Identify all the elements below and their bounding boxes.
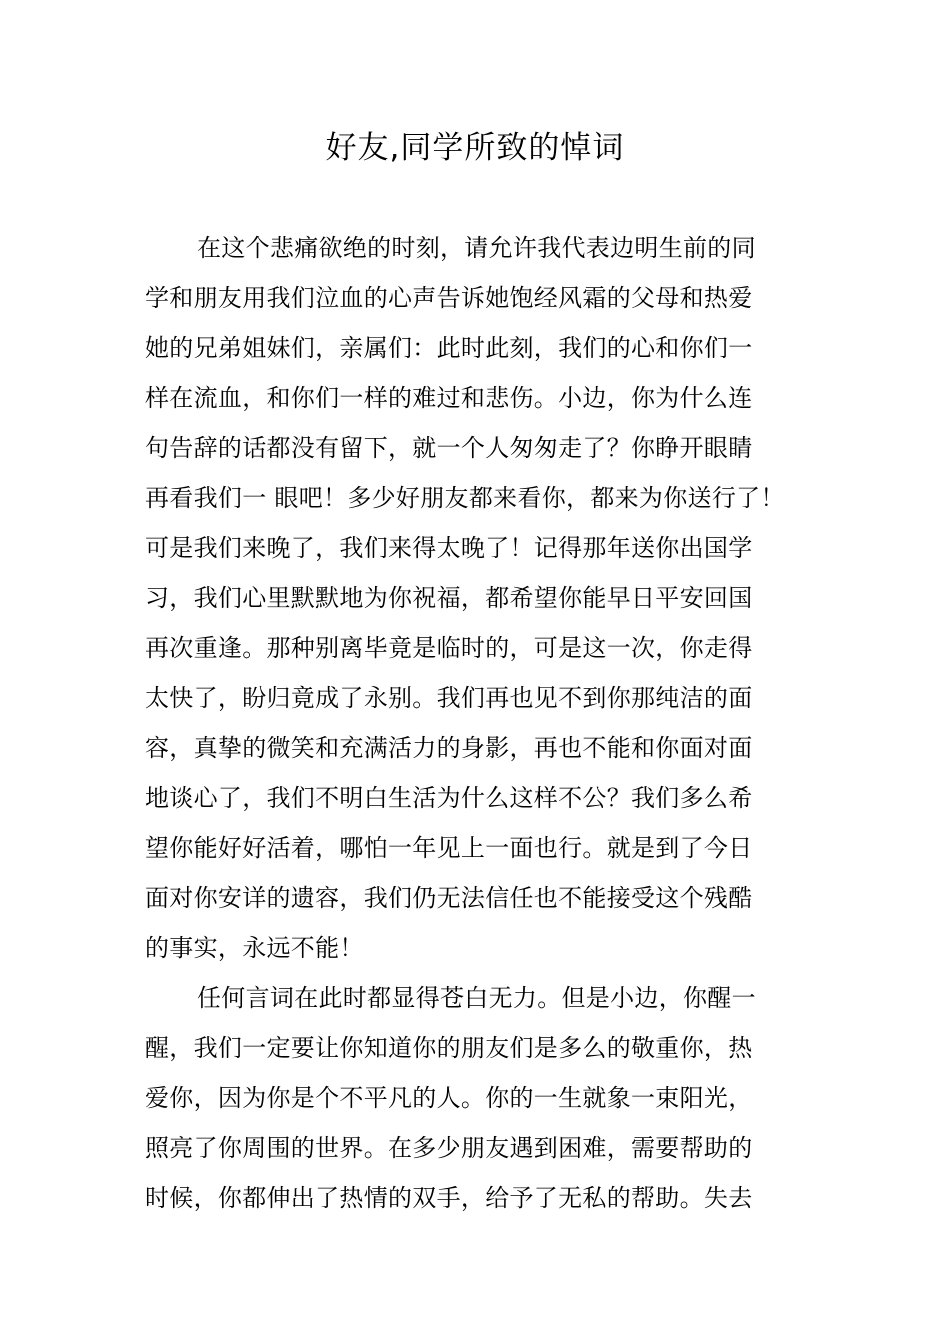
paragraph-line: 地谈心了，我们不明白生活为什么这样不公？我们多么希: [145, 784, 753, 812]
paragraph-line: 的事实，永远不能！: [145, 934, 364, 962]
paragraph-line: 照亮了你周围的世界。在多少朋友遇到困难，需要帮助的: [145, 1134, 753, 1162]
document-body: [145, 223, 805, 1223]
paragraph-line: 她的兄弟姐妹们，亲属们：此时此刻，我们的心和你们一: [145, 334, 753, 362]
paragraph-line: 可是我们来晚了，我们来得太晚了！记得那年送你出国学: [145, 534, 753, 562]
paragraph-line: 太快了，盼归竟成了永别。我们再也见不到你那纯洁的面: [145, 684, 753, 712]
paragraph-line: 容，真挚的微笑和充满活力的身影，再也不能和你面对面: [145, 734, 753, 762]
paragraph-line: 再次重逢。那种别离毕竟是临时的，可是这一次，你走得: [145, 634, 753, 662]
paragraph-line: 望你能好好活着，哪怕一年见上一面也行。就是到了今日: [145, 834, 753, 862]
paragraph-line: 习，我们心里默默地为你祝福，都希望你能早日平安回国: [145, 584, 753, 612]
paragraph-line: 在这个悲痛欲绝的时刻，请允许我代表边明生前的同: [197, 234, 756, 262]
paragraph-line: 时候，你都伸出了热情的双手，给予了无私的帮助。失去: [145, 1184, 753, 1212]
document-title: 好友,同学所致的悼词: [325, 130, 625, 166]
paragraph-line: 爱你，因为你是个不平凡的人。你的一生就象一束阳光，: [145, 1084, 753, 1112]
paragraph-line: 面对你安详的遗容，我们仍无法信任也不能接受这个残酷: [145, 884, 753, 912]
paragraph-line: 再看我们一 眼吧！多少好朋友都来看你，都来为你送行了！: [145, 484, 785, 512]
paragraph-line: 学和朋友用我们泣血的心声告诉她饱经风霜的父母和热爱: [145, 284, 753, 312]
paragraph-line: 任何言词在此时都显得苍白无力。但是小边，你醒一: [197, 984, 756, 1012]
paragraph-line: 醒，我们一定要让你知道你的朋友们是多么的敬重你，热: [145, 1034, 753, 1062]
paragraph-line: 样在流血，和你们一样的难过和悲伤。小边，你为什么连: [145, 384, 753, 412]
paragraph-line: 句告辞的话都没有留下，就一个人匆匆走了？你睁开眼睛: [145, 434, 753, 462]
